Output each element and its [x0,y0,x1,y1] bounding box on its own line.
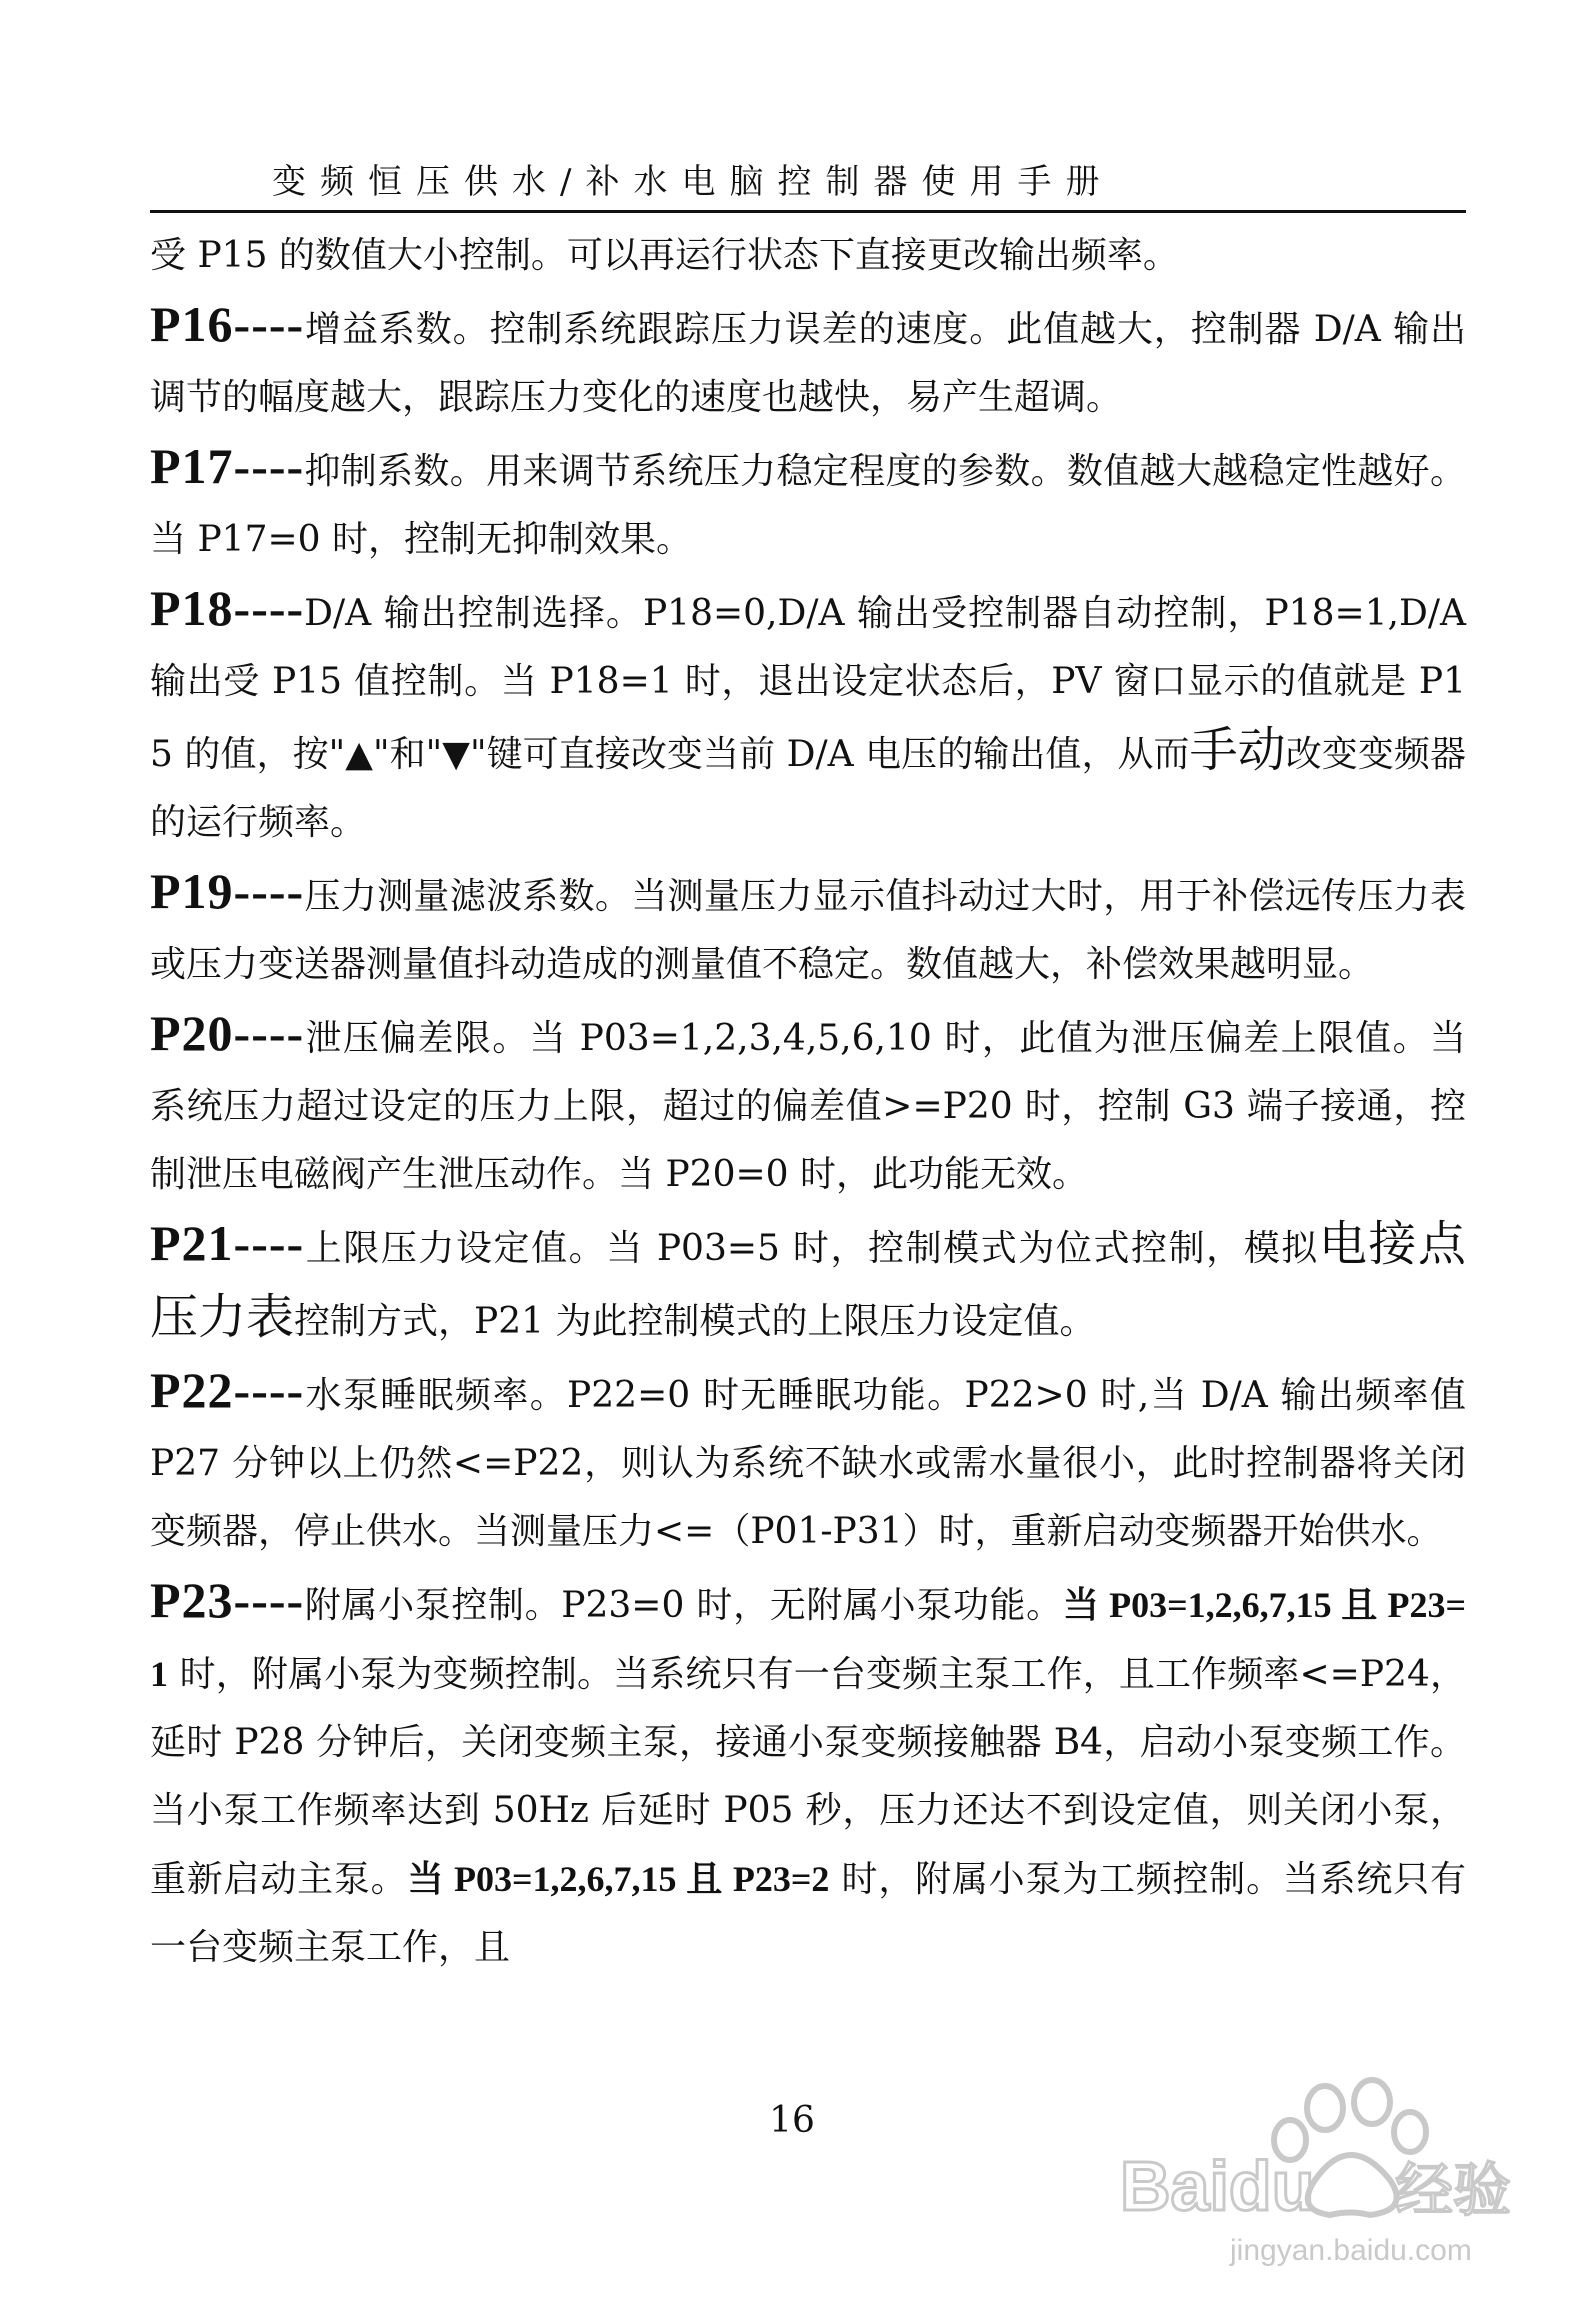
header-title: 变频恒压供水/补水电脑控制器使用手册 [272,162,1114,202]
param-desc-cont: 时，附属小泵为工频控制。当系统只有一台变频主泵工作，且 [150,1859,1466,1968]
emphasis-text: 手动 [1189,722,1286,778]
continuation-text: 受 P15 的数值大小控制。可以再运行状态下直接更改输出频率。 [150,235,1179,276]
param-dash: ---- [233,863,305,919]
param-desc: 泄压偏差限。当 P03=1,2,3,4,5,6,10 时，此值为泄压偏差上限值。当系统压力超过设定的压力上限，超过的偏差值>=P20 时，控制 G3 端子接通，控制泄压电磁阀产生泄压动作。当 P20=0 时，此功能无效。 [150,1018,1466,1195]
watermark-brand: Baidu [1120,2147,1315,2225]
param-p17 [150,432,1466,574]
param-code: P21 [150,1215,234,1271]
param-dash: ---- [233,438,305,494]
param-desc: 附属小泵控制。P23=0 时，无附属小泵功能。 [304,1585,1063,1626]
param-desc-cont: 时，附属小泵为变频控制。当系统只有一台变频主泵工作，且工作频率<=P24，延时 P28 分钟后，关闭变频主泵，接通小泵变频接触器 B4，启动小泵变频工作。当小泵工作频率达到 50Hz 后延时 P05 秒，压力还达不到设定值，则关闭小泵，重新启动主泵。 [150,1654,1466,1900]
param-desc-cont: 改变变频器的运行频率。 [150,734,1466,843]
param-code: P18 [150,580,234,636]
param-p19 [150,857,1466,999]
baidu-jingyan-watermark [1110,2060,1550,2270]
param-p18 [150,574,1466,857]
param-desc: 上限压力设定值。当 P03=5 时，控制模式为位式控制，模拟 [304,1228,1319,1269]
param-code: P17 [150,438,234,494]
param-p22 [150,1356,1466,1566]
param-dash: ---- [233,296,305,352]
page-number: 16 [769,2100,815,2141]
param-p21 [150,1209,1466,1356]
param-desc: 抑制系数。用来调节系统压力稳定程度的参数。数值越大越稳定性越好。当 P17=0 时，控制无抑制效果。 [150,451,1466,560]
param-p16 [150,290,1466,432]
page-header [150,150,1466,213]
watermark-product: 经验 [1395,2156,1512,2224]
param-desc: D/A 输出控制选择。P18=0,D/A 输出受控制器自动控制，P18=1,D/A 输出受 P15 值控制。当 P18=1 时，退出设定状态后，PV 窗口显示的值就是 P15 的值，按"▲"和"▼"键可直接改变当前 D/A 电压的输出值，从而 [150,593,1466,775]
param-dash: ---- [233,1362,305,1418]
condition-text: 当 P03=1,2,6,7,15 且 P23=1 [150,1585,1467,1694]
param-code: P19 [150,863,234,919]
param-dash: ---- [233,1215,305,1271]
param-dash: ---- [233,1005,305,1061]
watermark-url: jingyan.baidu.com [1230,2234,1472,2267]
param-code: P23 [150,1572,234,1628]
param-code: P16 [150,296,234,352]
param-desc: 水泵睡眠频率。P22=0 时无睡眠功能。P22>0 时,当 D/A 输出频率值 P27 分钟以上仍然<=P22，则认为系统不缺水或需水量很小，此时控制器将关闭变频器，停止供水。当测量压力<=（P01-P31）时，重新启动变频器开始供水。 [150,1375,1466,1552]
param-desc: 压力测量滤波系数。当测量压力显示值抖动过大时，用于补偿远传压力表或压力变送器测量值抖动造成的测量值不稳定。数值越大，补偿效果越明显。 [150,876,1466,985]
param-dash: ---- [233,580,305,636]
param-code: P22 [150,1362,234,1418]
page-content [150,222,1466,1982]
param-dash: ---- [233,1572,305,1628]
emphasis-text: 电接点压力表 [150,1216,1466,1345]
param-p23 [150,1566,1466,1982]
condition-text: 当 P03=1,2,6,7,15 且 P23=2 [407,1859,830,1899]
param-desc-cont: 控制方式，P21 为此控制模式的上限压力设定值。 [294,1301,1096,1342]
param-code: P20 [150,1005,234,1061]
param-p20 [150,999,1466,1209]
param-desc: 增益系数。控制系统跟踪压力误差的速度。此值越大，控制器 D/A 输出调节的幅度越大，跟踪压力变化的速度也越快，易产生超调。 [150,309,1466,418]
